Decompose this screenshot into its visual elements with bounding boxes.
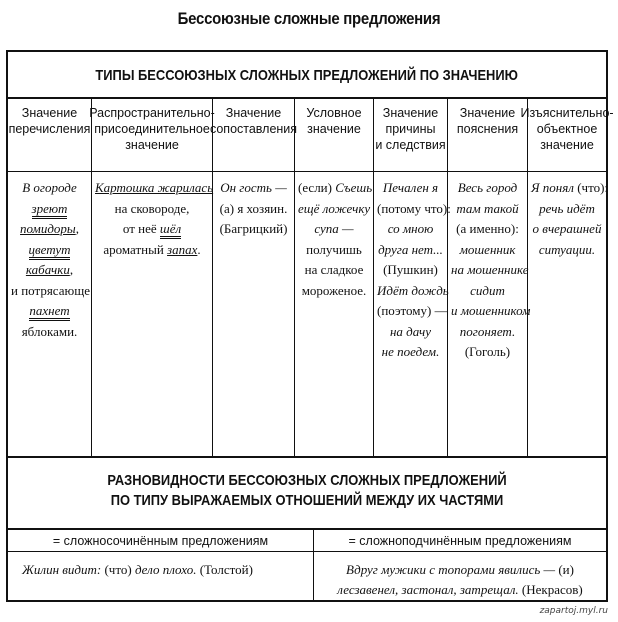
meaning-types-table xyxy=(8,99,614,458)
section1-heading: ТИПЫ БЕССОЮЗНЫХ СЛОЖНЫХ ПРЕДЛОЖЕНИЙ ПО ЗНАЧЕНИЮ xyxy=(8,52,606,99)
example-line xyxy=(451,199,524,220)
column-header: Значение причины и следствия xyxy=(374,99,447,172)
example-fragment: , xyxy=(75,221,79,236)
example-line xyxy=(451,301,531,322)
example-fragment: друга нет... xyxy=(378,241,443,257)
example-line xyxy=(377,260,444,281)
example-line xyxy=(95,219,209,240)
example-line xyxy=(451,342,524,363)
example-fragment: (что) xyxy=(104,562,135,577)
column-object xyxy=(520,99,614,456)
example-fragment: там такой xyxy=(456,200,519,216)
example-line xyxy=(95,178,214,199)
column-header: Значение пояснения xyxy=(448,99,527,172)
column-example xyxy=(448,178,531,363)
example-line xyxy=(216,178,291,199)
example-fragment: на мошеннике xyxy=(451,262,529,277)
example-fragment: (Багрицкий) xyxy=(219,221,288,236)
example-fragment: лес xyxy=(337,582,355,597)
example-line xyxy=(11,219,88,240)
column-example xyxy=(295,178,373,301)
example-line xyxy=(11,301,88,322)
example-fragment: зреют xyxy=(32,201,68,219)
example-line xyxy=(451,240,524,261)
example-fragment: Съешь xyxy=(335,180,373,195)
example-line xyxy=(354,582,582,597)
example-line xyxy=(377,342,444,363)
example-line xyxy=(451,219,524,240)
example-line xyxy=(298,199,370,220)
example-fragment: о вчерашней xyxy=(532,221,602,236)
example-line xyxy=(377,199,451,220)
example-line xyxy=(377,240,444,261)
page-title: Бессоюзные сложные предложения xyxy=(177,9,441,28)
column-example xyxy=(8,178,91,342)
example-line xyxy=(451,281,524,302)
example-line xyxy=(11,240,88,261)
example-line xyxy=(298,240,370,261)
example-line xyxy=(531,219,603,240)
example-fragment: ещё ложечку xyxy=(298,200,371,216)
example-fragment: погоняет. xyxy=(459,323,516,339)
example-line xyxy=(377,178,444,199)
example-fragment: Вдруг мужики с топорами явились — xyxy=(346,562,559,577)
example-fragment: (Толстой) xyxy=(199,562,253,577)
column-example xyxy=(92,178,212,260)
example-line xyxy=(216,219,291,240)
example-line xyxy=(377,219,444,240)
example-fragment: яблоками. xyxy=(21,323,78,339)
example-fragment: кабачки xyxy=(25,262,70,277)
column-header: Условное значение xyxy=(295,99,373,172)
watermark: zapartoj.myl.ru xyxy=(539,606,608,616)
example-fragment: пахнет xyxy=(29,303,69,321)
example-line xyxy=(298,178,373,199)
example-fragment: шёл xyxy=(160,221,181,239)
example-fragment: сидит xyxy=(470,282,505,298)
example-fragment: на дачу xyxy=(389,323,432,339)
example-fragment: и потрясающе xyxy=(11,282,91,298)
example-fragment: со мною xyxy=(387,221,434,236)
example-fragment: запах xyxy=(167,241,198,257)
example-line xyxy=(451,322,524,343)
example-line xyxy=(298,260,370,281)
column-header: Изъяснительно- объектное значение xyxy=(528,99,606,172)
example-line xyxy=(95,199,209,220)
column-cause-effect xyxy=(374,99,451,456)
column-example xyxy=(374,178,451,363)
example-line xyxy=(95,240,209,261)
example-fragment: на сковороде, xyxy=(114,200,190,216)
example-line xyxy=(298,281,370,302)
example-fragment: дело плохо. xyxy=(134,562,200,577)
column-comparison xyxy=(209,99,298,456)
example-fragment: (Пушкин) xyxy=(383,262,438,277)
example-fragment: получишь xyxy=(306,241,362,257)
example-fragment: и мошенником xyxy=(451,303,531,318)
compound-example xyxy=(8,552,314,600)
example-fragment: от неё xyxy=(122,221,160,236)
example-fragment: мошенник xyxy=(459,241,516,257)
example-fragment: (поэтому) — xyxy=(377,303,448,318)
example-line xyxy=(377,301,448,322)
example-fragment: мороженое. xyxy=(301,282,367,298)
example-fragment: Идёт дождь xyxy=(377,282,449,298)
example-line xyxy=(531,178,609,199)
column-explanation xyxy=(448,99,531,456)
column-enumeration xyxy=(8,99,92,456)
example-line xyxy=(298,219,370,240)
example-line xyxy=(11,322,88,343)
table-frame xyxy=(6,50,614,602)
example-line xyxy=(216,199,291,220)
example-fragment: В огороде xyxy=(22,180,77,195)
example-fragment: , xyxy=(69,262,74,277)
column-header: Значение перечисления xyxy=(8,99,91,172)
example-fragment: (что): xyxy=(577,180,609,195)
example-fragment: супа — xyxy=(314,221,354,236)
column-example xyxy=(528,178,609,260)
example-fragment: Я понял xyxy=(531,180,578,195)
column-conditional xyxy=(295,99,374,456)
compound-label: = сложносочинённым предложениям xyxy=(8,530,314,552)
column-example xyxy=(213,178,294,240)
example-line xyxy=(11,260,88,281)
example-fragment: не поедем. xyxy=(381,344,440,359)
column-header: Распространительно- присоединительное значение xyxy=(92,99,212,172)
example-fragment: завенел, застонал, затрещал. xyxy=(354,582,522,597)
example-line xyxy=(22,562,253,577)
example-fragment: (а именно): xyxy=(456,221,519,236)
column-extension xyxy=(89,99,215,456)
example-fragment: цветут xyxy=(29,242,71,260)
example-fragment: на сладкое xyxy=(304,262,364,277)
example-fragment: ароматный xyxy=(103,241,168,257)
example-line xyxy=(531,240,603,261)
example-fragment: помидоры xyxy=(20,221,76,236)
example-line xyxy=(531,199,603,220)
example-fragment: Жилин видит: xyxy=(22,562,105,577)
example-fragment: речь идёт xyxy=(539,200,595,216)
section2-heading: РАЗНОВИДНОСТИ БЕССОЮЗНЫХ СЛОЖНЫХ ПРЕДЛОЖЕНИЙ ПО ТИПУ ВЫРАЖАЕМЫХ ОТНОШЕНИЙ МЕЖДУ ИХ ЧАСТЯМИ xyxy=(8,456,606,530)
example-line xyxy=(377,322,444,343)
example-line xyxy=(377,281,449,302)
example-fragment: (потому что): xyxy=(377,200,451,216)
example-fragment: Он гость — xyxy=(220,180,287,195)
column-header: Значение сопоставления xyxy=(213,99,294,172)
complex-example xyxy=(314,552,606,600)
example-line xyxy=(451,178,524,199)
example-fragment: Печален я xyxy=(382,180,439,195)
complex-label: = сложноподчинённым предложениям xyxy=(314,530,606,552)
example-fragment: (если) xyxy=(298,180,336,195)
example-fragment: (а) я хозяин. xyxy=(219,200,288,216)
example-fragment: (Гоголь) xyxy=(464,344,511,359)
example-line xyxy=(11,178,88,199)
example-line xyxy=(11,199,88,220)
example-fragment: Весь город xyxy=(457,180,518,195)
example-fragment: Картошка жарилась xyxy=(95,180,214,195)
example-fragment: (Некрасов) xyxy=(521,582,583,597)
example-fragment: ситуации. xyxy=(538,241,596,257)
example-line xyxy=(451,260,529,281)
example-line xyxy=(11,281,91,302)
example-fragment: (и) xyxy=(558,562,574,577)
example-fragment: . xyxy=(197,241,201,257)
